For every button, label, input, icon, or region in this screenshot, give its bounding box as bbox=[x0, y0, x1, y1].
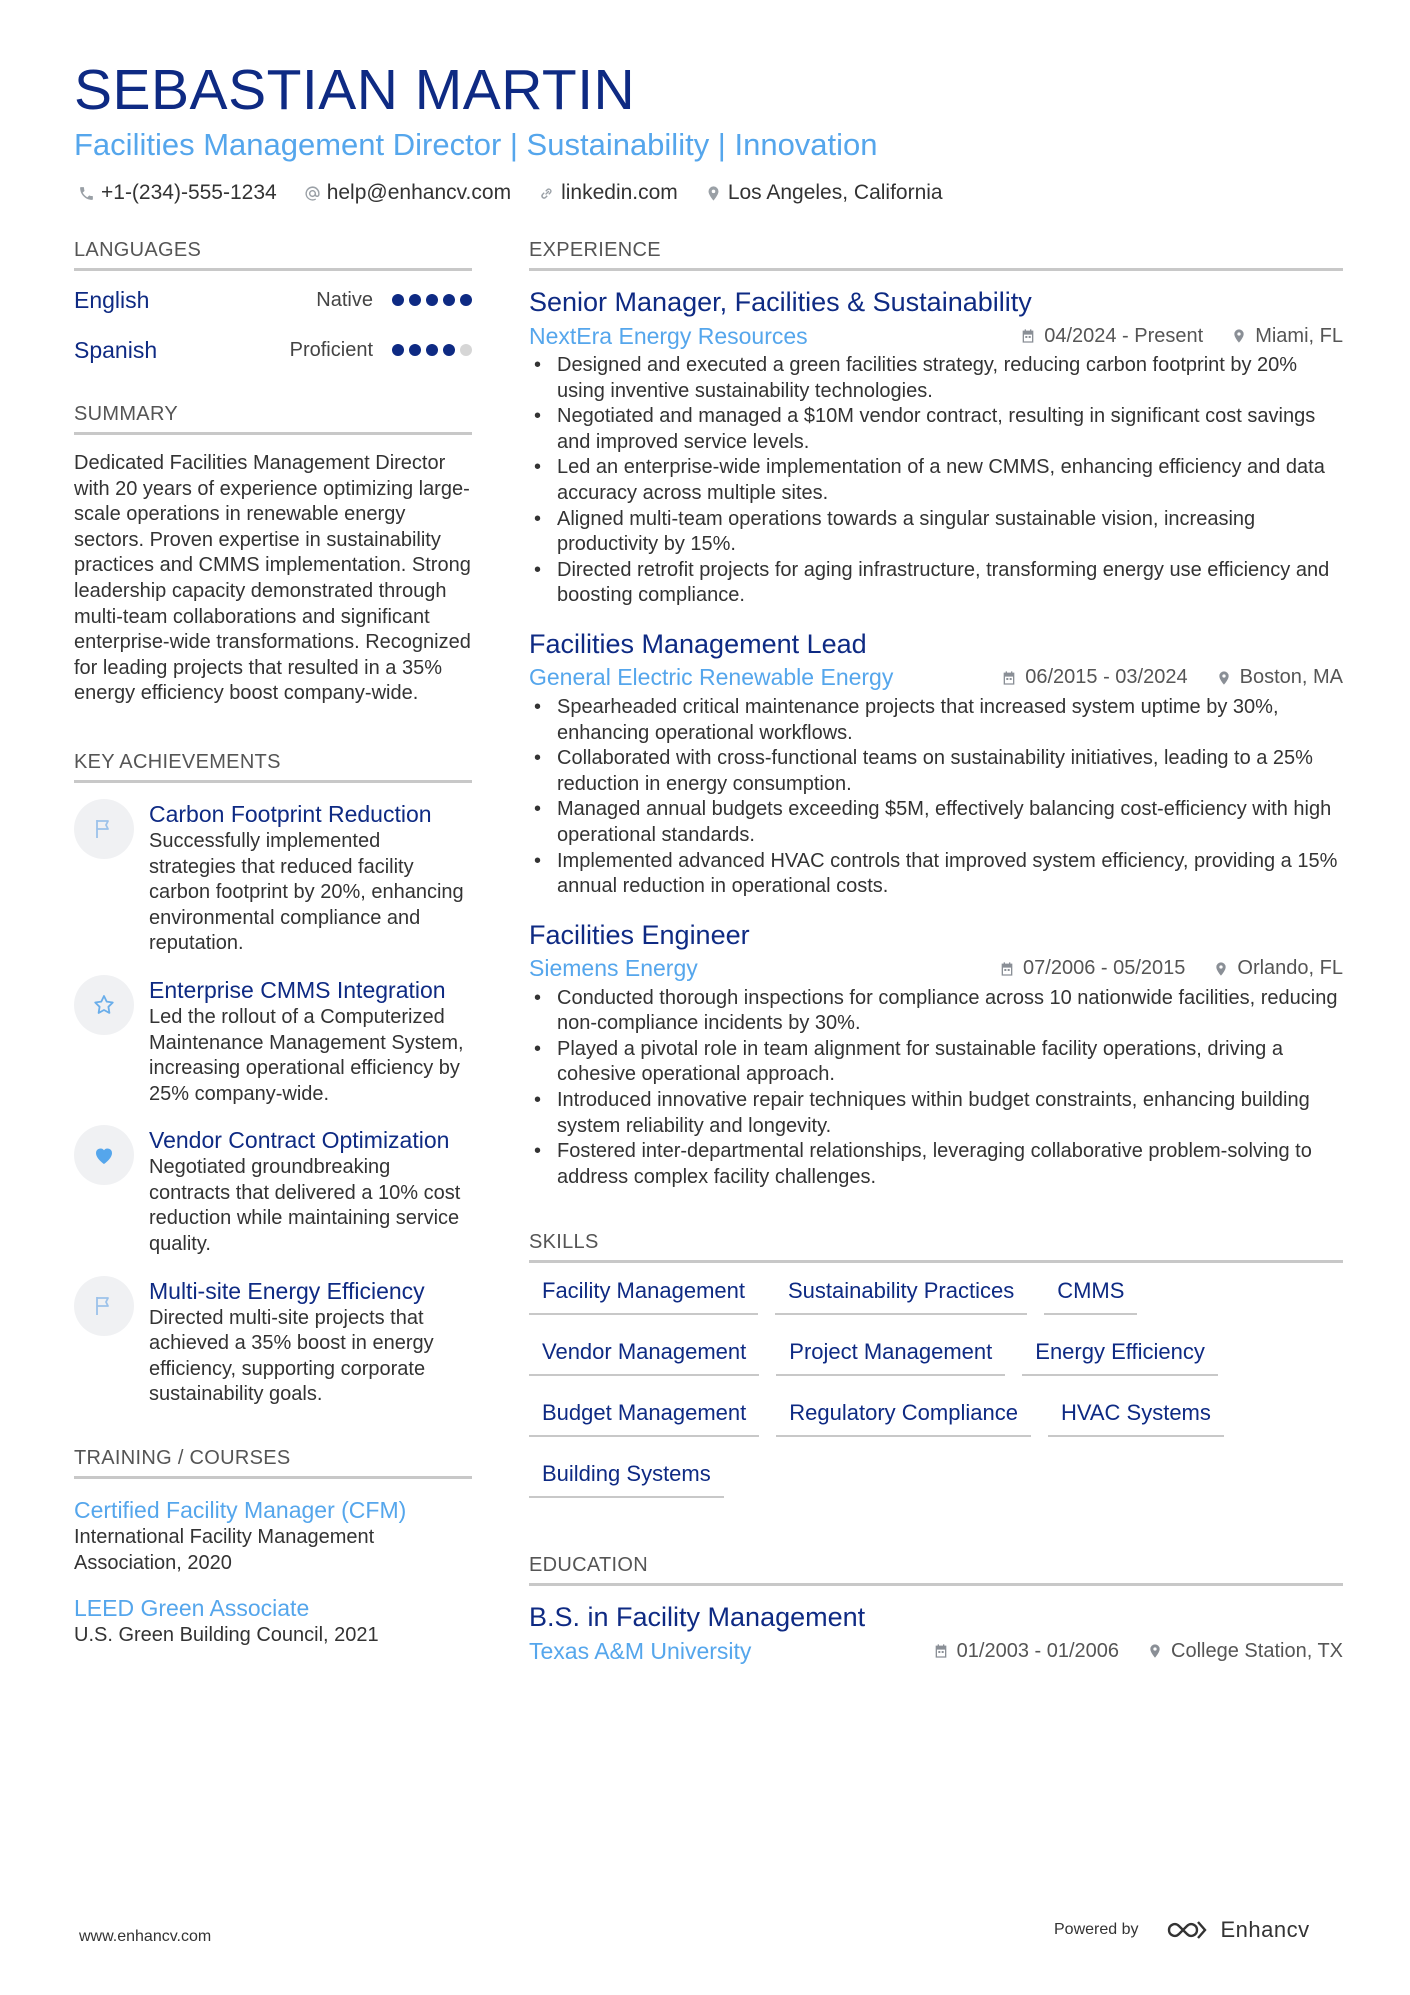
job-dates bbox=[1001, 666, 1187, 689]
job-bullet: • Led an enterprise-wide implementation of a new CMMS, enhancing efficiency and data accuracy across multiple sites. bbox=[529, 455, 1343, 506]
skill-tag: CMMS bbox=[1044, 1277, 1137, 1315]
contact-phone[interactable] bbox=[78, 181, 277, 205]
candidate-name: SEBASTIAN MARTIN bbox=[74, 58, 636, 122]
job-bullet: • Collaborated with cross-functional teams on sustainability initiatives, leading to a 25% reduction in energy consumption. bbox=[529, 746, 1343, 797]
location-pin-icon bbox=[1213, 961, 1229, 977]
achievement-icon-badge bbox=[74, 1125, 134, 1185]
degree-title: B.S. in Facility Management bbox=[529, 1602, 866, 1633]
job-bullet: • Negotiated and managed a $10M vendor contract, resulting in significant cost savings and improved service levels. bbox=[529, 404, 1343, 455]
calendar-icon bbox=[933, 1643, 949, 1659]
language-item bbox=[74, 275, 472, 325]
job-meta bbox=[529, 952, 1343, 986]
footer-website[interactable]: www.enhancv.com bbox=[79, 1928, 212, 1945]
job-location bbox=[1231, 325, 1343, 348]
job-location bbox=[1216, 666, 1343, 689]
location-pin-icon bbox=[1231, 328, 1247, 344]
achievement-text: Successfully implemented strategies that reduced facility carbon footprint by 20%, enhancing environmental compliance and reputation. bbox=[149, 829, 464, 955]
location-pin-icon bbox=[1147, 1643, 1163, 1659]
proficiency-dot bbox=[392, 344, 404, 356]
calendar-icon bbox=[1001, 670, 1017, 686]
training-heading: TRAINING / COURSES bbox=[74, 1446, 472, 1479]
experience-heading: EXPERIENCE bbox=[529, 238, 1343, 271]
location-pin-icon bbox=[705, 185, 722, 202]
brand-name: Enhancv bbox=[1220, 1917, 1310, 1942]
language-level: Proficient bbox=[289, 338, 373, 361]
phone-icon bbox=[78, 185, 95, 202]
calendar-icon bbox=[1020, 328, 1036, 344]
education-section bbox=[529, 1553, 1343, 1668]
heart-icon bbox=[92, 1143, 116, 1167]
languages-section bbox=[74, 238, 472, 375]
summary-section bbox=[74, 402, 472, 707]
job-title: Facilities Engineer bbox=[529, 919, 750, 950]
proficiency-dot bbox=[409, 344, 421, 356]
contact-bar bbox=[78, 179, 970, 207]
job-dates-text: 07/2006 - 05/2015 bbox=[1023, 957, 1186, 980]
job-location-text: Orlando, FL bbox=[1237, 957, 1343, 980]
education-location bbox=[1147, 1640, 1343, 1663]
achievement-text: Directed multi-site projects that achieved a 35% boost in energy efficiency, supporting corporate sustainability goals. bbox=[149, 1306, 434, 1406]
achievement-text: Led the rollout of a Computerized Maintenance Management System, increasing operational efficiency by 25% company-wide. bbox=[149, 1005, 464, 1105]
achievements-heading: KEY ACHIEVEMENTS bbox=[74, 750, 472, 783]
skill-tag: Energy Efficiency bbox=[1022, 1338, 1218, 1376]
job-bullets bbox=[529, 986, 1343, 1191]
job-location bbox=[1213, 957, 1343, 980]
achievement-item bbox=[74, 1125, 472, 1257]
achievements-section bbox=[74, 750, 472, 1408]
company-name: NextEra Energy Resources bbox=[529, 322, 808, 349]
skill-tag: HVAC Systems bbox=[1048, 1399, 1224, 1437]
job-bullets bbox=[529, 695, 1343, 900]
phone-text: +1-(234)-555-1234 bbox=[101, 181, 277, 204]
achievement-title: Multi-site Energy Efficiency bbox=[149, 1277, 425, 1304]
achievement-item bbox=[74, 1276, 472, 1408]
skill-tag: Regulatory Compliance bbox=[776, 1399, 1031, 1437]
enhancv-logo-icon bbox=[1165, 1917, 1211, 1943]
proficiency-dot bbox=[392, 294, 404, 306]
skill-tag: Sustainability Practices bbox=[775, 1277, 1027, 1315]
achievement-icon-badge bbox=[74, 1276, 134, 1336]
language-level: Native bbox=[316, 288, 373, 311]
job-dates-text: 04/2024 - Present bbox=[1044, 324, 1204, 347]
proficiency-dots bbox=[387, 294, 472, 306]
skill-tag: Facility Management bbox=[529, 1277, 758, 1315]
course-org: U.S. Green Building Council, 2021 bbox=[74, 1624, 379, 1647]
education-heading: EDUCATION bbox=[529, 1553, 1343, 1586]
proficiency-dot bbox=[460, 294, 472, 306]
achievement-title: Enterprise CMMS Integration bbox=[149, 976, 446, 1003]
education-entry bbox=[529, 1600, 1343, 1668]
contact-linkedin[interactable] bbox=[538, 181, 678, 205]
proficiency-dot bbox=[409, 294, 421, 306]
job-location-text: Miami, FL bbox=[1255, 324, 1343, 347]
job-location-text: Boston, MA bbox=[1239, 666, 1343, 689]
achievement-icon-badge bbox=[74, 975, 134, 1035]
job-dates bbox=[999, 957, 1185, 980]
course-item bbox=[74, 1495, 472, 1576]
course-org: International Facility Management Association, 2020 bbox=[74, 1526, 375, 1574]
email-text: help@enhancv.com bbox=[326, 181, 512, 204]
education-dates-text: 01/2003 - 01/2006 bbox=[956, 1639, 1120, 1662]
skill-tag: Vendor Management bbox=[529, 1338, 759, 1376]
job-meta bbox=[529, 319, 1343, 353]
job-bullet: • Spearheaded critical maintenance projects that increased system uptime by 30%, enhancing operational workflows. bbox=[529, 695, 1343, 746]
achievement-text: Negotiated groundbreaking contracts that delivered a 10% cost reduction while maintaining service quality. bbox=[149, 1156, 461, 1256]
calendar-icon bbox=[999, 961, 1015, 977]
job-bullet: • Aligned multi-team operations towards a singular sustainable vision, increasing productivity by 15%. bbox=[529, 507, 1343, 558]
job-bullet: • Directed retrofit projects for aging infrastructure, transforming energy use efficiency and boosting compliance. bbox=[529, 558, 1343, 609]
job-title: Facilities Management Lead bbox=[529, 628, 867, 659]
job-entry bbox=[529, 627, 1343, 900]
language-item bbox=[74, 325, 472, 375]
job-bullet: • Introduced innovative repair techniques within budget constraints, enhancing building system reliability and longevity. bbox=[529, 1088, 1343, 1139]
job-bullet: • Managed annual budgets exceeding $5M, effectively balancing cost-efficiency with high operational standards. bbox=[529, 797, 1343, 848]
flag-icon bbox=[92, 817, 116, 841]
right-column bbox=[529, 238, 1343, 1668]
proficiency-dots bbox=[387, 344, 472, 356]
training-section bbox=[74, 1446, 472, 1649]
skills-heading: SKILLS bbox=[529, 1230, 1343, 1263]
proficiency-dot bbox=[460, 344, 472, 356]
brand-logo[interactable] bbox=[1165, 1917, 1310, 1943]
skill-tag: Budget Management bbox=[529, 1399, 759, 1437]
job-bullet: • Designed and executed a green facilities strategy, reducing carbon footprint by 20% using inventive sustainability technologies. bbox=[529, 353, 1343, 404]
job-meta bbox=[529, 661, 1343, 695]
education-dates bbox=[933, 1640, 1119, 1663]
job-bullet: • Fostered inter-departmental relationships, leveraging collaborative problem-solving to address complex facility challenges. bbox=[529, 1139, 1343, 1190]
achievement-item bbox=[74, 975, 472, 1107]
star-icon bbox=[92, 993, 116, 1017]
course-item bbox=[74, 1593, 472, 1649]
location-pin-icon bbox=[1216, 670, 1232, 686]
achievement-icon-badge bbox=[74, 799, 134, 859]
course-title: LEED Green Associate bbox=[74, 1595, 310, 1622]
job-dates-text: 06/2015 - 03/2024 bbox=[1025, 666, 1188, 689]
skill-tag: Project Management bbox=[776, 1338, 1005, 1376]
achievement-title: Carbon Footprint Reduction bbox=[149, 800, 432, 827]
contact-email[interactable] bbox=[304, 181, 511, 205]
candidate-tagline: Facilities Management Director | Sustainability | Innovation bbox=[74, 127, 878, 162]
at-icon bbox=[304, 185, 321, 202]
job-bullet: • Implemented advanced HVAC controls that improved system efficiency, providing a 15% annual reduction in operational costs. bbox=[529, 849, 1343, 900]
achievement-item bbox=[74, 799, 472, 957]
job-entry bbox=[529, 918, 1343, 1191]
job-bullet: • Played a pivotal role in team alignment for sustainable facility operations, driving a cohesive operational approach. bbox=[529, 1037, 1343, 1088]
language-name: Spanish bbox=[74, 336, 158, 363]
company-name: Siemens Energy bbox=[529, 955, 698, 982]
education-meta bbox=[529, 1634, 1343, 1668]
left-column bbox=[74, 238, 472, 1649]
education-location-text: College Station, TX bbox=[1171, 1639, 1343, 1662]
link-icon bbox=[538, 185, 555, 202]
job-dates bbox=[1020, 325, 1203, 348]
proficiency-dot bbox=[443, 344, 455, 356]
job-entry bbox=[529, 285, 1343, 609]
footer-branding bbox=[1054, 1917, 1310, 1943]
job-bullet: • Conducted thorough inspections for compliance across 10 nationwide facilities, reducing non-compliance incidents by 30%. bbox=[529, 986, 1343, 1037]
skill-tag: Building Systems bbox=[529, 1460, 724, 1498]
languages-heading: LANGUAGES bbox=[74, 238, 472, 271]
proficiency-dot bbox=[426, 294, 438, 306]
proficiency-dot bbox=[426, 344, 438, 356]
linkedin-text: linkedin.com bbox=[561, 181, 678, 204]
location-text: Los Angeles, California bbox=[727, 181, 943, 204]
experience-section bbox=[529, 238, 1343, 1190]
skills-section bbox=[529, 1230, 1343, 1521]
school-name: Texas A&M University bbox=[529, 1637, 752, 1664]
language-name: English bbox=[74, 286, 150, 313]
flag-icon bbox=[92, 1294, 116, 1318]
job-bullets bbox=[529, 353, 1343, 609]
achievement-title: Vendor Contract Optimization bbox=[149, 1127, 450, 1154]
summary-heading: SUMMARY bbox=[74, 402, 472, 435]
summary-text: Dedicated Facilities Management Director with 20 years of experience optimizing large-scale operations in renewable energy sectors. Proven expertise in sustainability practices and CMMS implementation. Strong leadership capacity demonstrated through multi-team collaborations and significant enterprise-wide transformations. Recognized for leading projects that resulted in a 35% energy efficiency boost company-wide. bbox=[74, 452, 471, 705]
contact-location bbox=[705, 181, 943, 205]
skills-list bbox=[529, 1277, 1343, 1521]
job-title: Senior Manager, Facilities & Sustainability bbox=[529, 287, 1032, 317]
proficiency-dot bbox=[443, 294, 455, 306]
powered-by-label: Powered by bbox=[1054, 1921, 1139, 1938]
company-name: General Electric Renewable Energy bbox=[529, 664, 894, 691]
course-title: Certified Facility Manager (CFM) bbox=[74, 1497, 407, 1524]
